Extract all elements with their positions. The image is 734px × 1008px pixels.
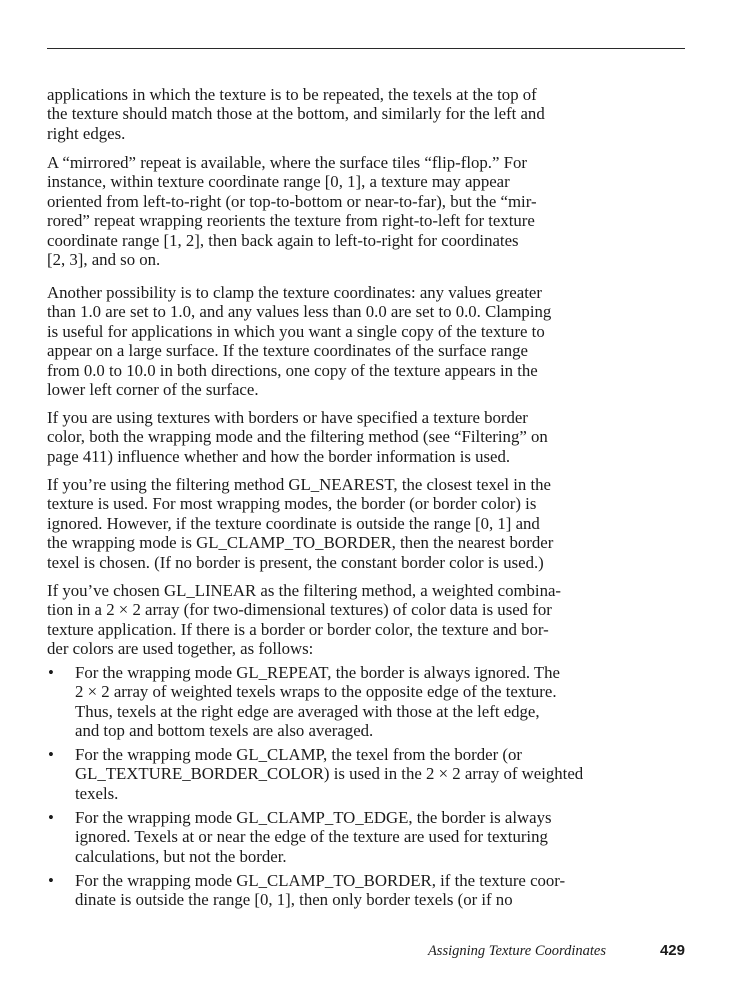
paragraph [47,475,617,572]
bullet-item [47,871,617,910]
text-line: texture application. If there is a border or border color, the texture and bor- [47,619,549,639]
paragraph [47,408,617,466]
text-line: GL_TEXTURE_BORDER_COLOR) is used in the 2 × 2 array of weighted [75,764,584,784]
text-line: For the wrapping mode GL_CLAMP, the texel from the border (or [75,745,522,764]
text-line: is useful for applications in which you want a single copy of the texture to [47,321,545,341]
text-line: applications in which the texture is to be repeated, the texels at the top of [47,85,537,104]
page-number: 429 [659,942,685,959]
text-line: page 411) influence whether and how the border information is used. [47,446,511,466]
bullet-marker: • [48,745,54,764]
top-rule [47,48,685,49]
text-line: For the wrapping mode GL_REPEAT, the border is always ignored. The [75,663,561,682]
text-line: If you are using textures with borders or have specified a texture border [47,408,528,427]
paragraph [47,283,617,399]
paragraph [47,581,617,659]
text-line: [2, 3], and so on. [47,249,161,269]
text-line: Another possibility is to clamp the texture coordinates: any values greater [47,283,542,302]
text-line: For the wrapping mode GL_CLAMP_TO_EDGE, the border is always [75,808,552,827]
text-line: instance, within texture coordinate range [0, 1], a texture may appear [47,172,510,192]
text-line: If you’re using the filtering method GL_NEAREST, the closest texel in the [47,475,551,494]
bullet-item [47,663,617,741]
text-line: oriented from left-to-right (or top-to-bottom or near-to-far), but the “mir- [47,191,537,211]
text-line: the wrapping mode is GL_CLAMP_TO_BORDER, then the nearest border [47,533,554,553]
text-line: lower left corner of the surface. [47,379,259,399]
text-line: calculations, but not the border. [75,846,287,866]
text-line: texel is chosen. (If no border is present, the constant border color is used.) [47,552,544,572]
text-line: coordinate range [1, 2], then back again to left-to-right for coordinates [47,230,519,250]
text-line: 2 × 2 array of weighted texels wraps to the opposite edge of the texture. [75,682,557,702]
text-line: Thus, texels at the right edge are averaged with those at the left edge, [75,701,540,721]
text-line: tion in a 2 × 2 array (for two-dimensional textures) of color data is used for [47,600,552,620]
text-line: A “mirrored” repeat is available, where the surface tiles “flip-flop.” For [47,153,527,172]
text-line: appear on a large surface. If the texture coordinates of the surface range [47,341,528,361]
bullet-marker: • [48,663,54,682]
text-line: dinate is outside the range [0, 1], then only border texels (or if no [75,890,513,910]
paragraph [47,85,617,143]
bullet-item [47,808,617,866]
text-line: the texture should match those at the bottom, and similarly for the left and [47,104,545,124]
text-line: color, both the wrapping mode and the filtering method (see “Filtering” on [47,427,548,447]
bullet-item [47,745,617,803]
text-line: der colors are used together, as follows: [47,639,314,659]
text-line: texture is used. For most wrapping modes, the border (or border color) is [47,494,537,514]
bullet-marker: • [48,871,54,890]
running-footer-title: Assigning Texture Coordinates [427,943,606,959]
paragraph [47,153,617,269]
text-line: and top and bottom texels are also averaged. [75,721,374,741]
text-line: For the wrapping mode GL_CLAMP_TO_BORDER, if the texture coor- [75,871,566,890]
text-line: rored” repeat wrapping reorients the texture from right-to-left for texture [47,211,535,231]
text-line: If you’ve chosen GL_LINEAR as the filtering method, a weighted combina- [47,581,562,600]
text-line: ignored. However, if the texture coordinate is outside the range [0, 1] and [47,513,540,533]
text-line: right edges. [47,123,126,143]
text-line: ignored. Texels at or near the edge of the texture are used for texturing [75,827,548,847]
text-line: from 0.0 to 10.0 in both directions, one copy of the texture appears in the [47,360,538,380]
text-line: than 1.0 are set to 1.0, and any values less than 0.0 are set to 0.0. Clamping [47,302,552,322]
text-line: texels. [75,783,119,803]
bullet-marker: • [48,808,54,827]
